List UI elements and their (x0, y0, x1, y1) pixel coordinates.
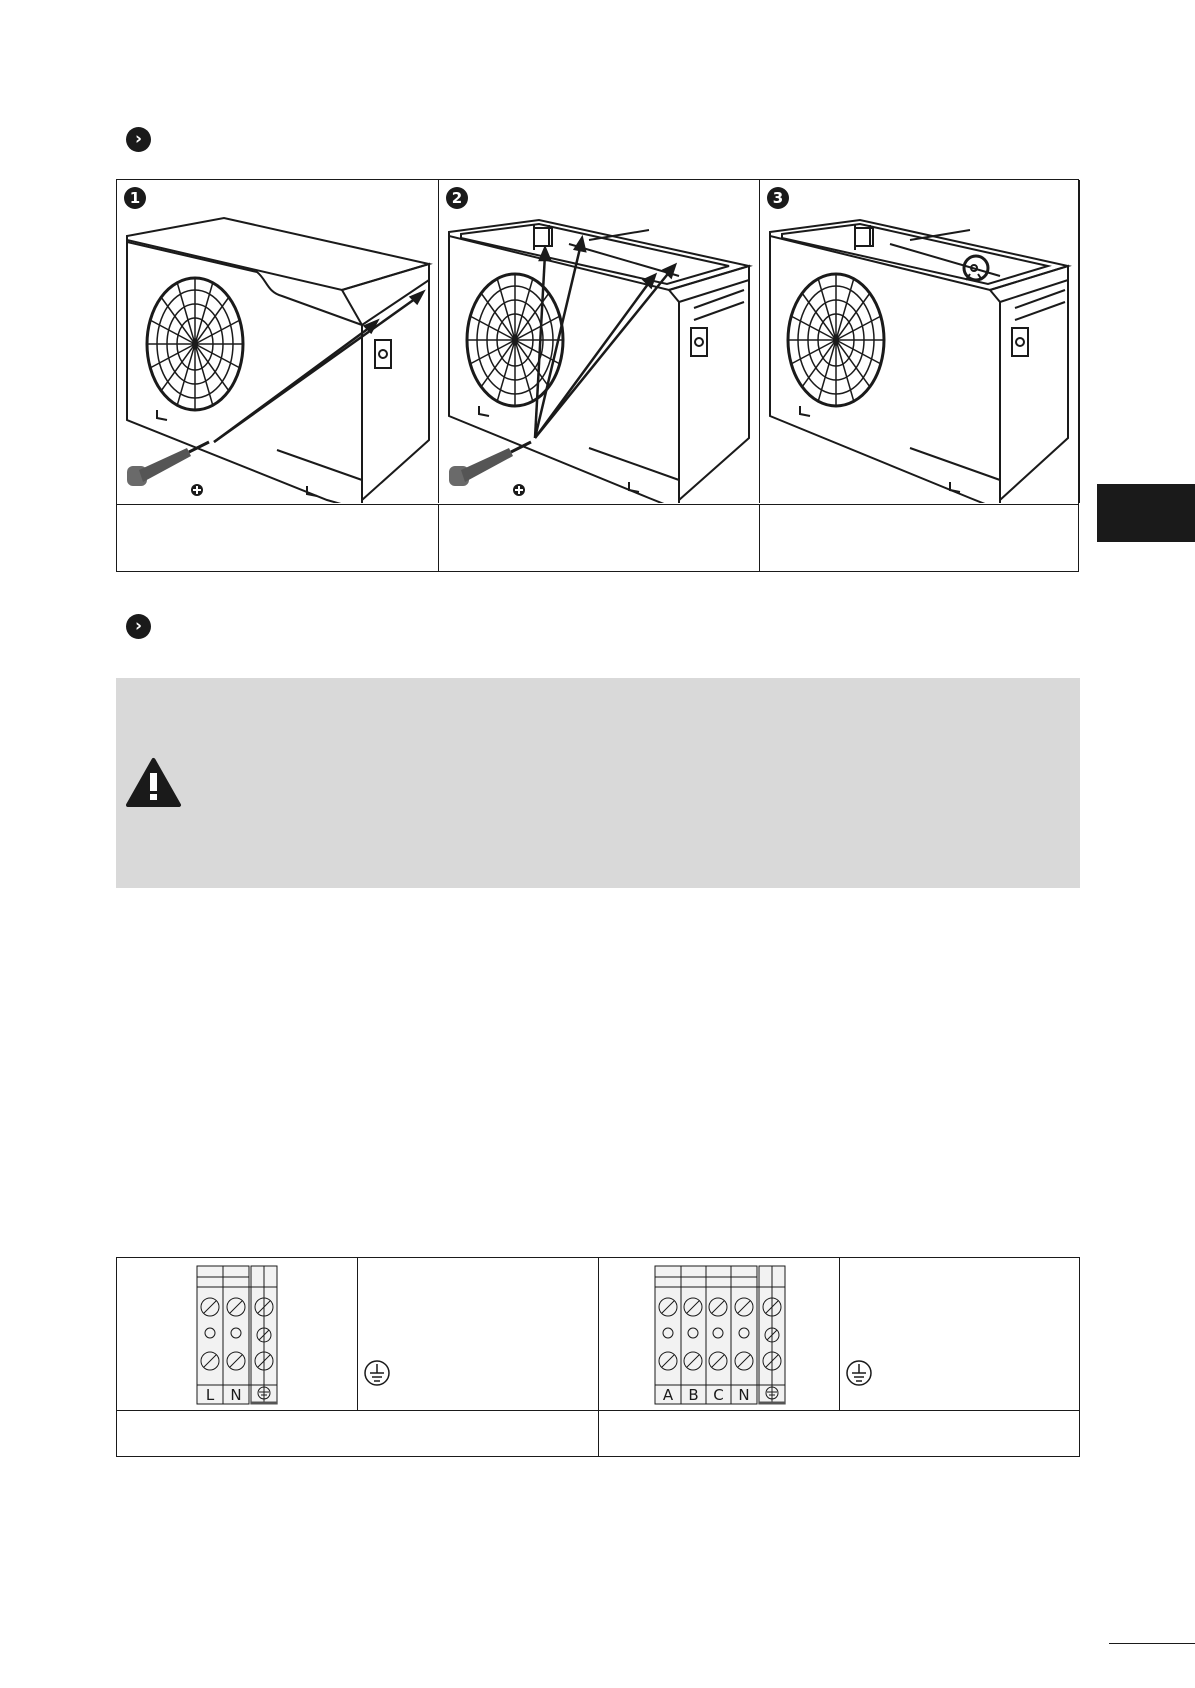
terminal-label-A: A (662, 1386, 674, 1404)
heat-pump-open-terminal-illustration (760, 180, 1078, 503)
step-2-caption (439, 505, 760, 571)
step-1-caption (117, 505, 439, 571)
step-1-panel (117, 180, 439, 503)
disassembly-steps-figure (116, 179, 1079, 572)
terminal-label-L: L (205, 1386, 215, 1404)
warning-triangle-icon (125, 757, 182, 809)
ground-icon (363, 1359, 391, 1387)
heat-pump-top-removed-illustration (439, 180, 759, 503)
terminal-label-B: B (688, 1386, 699, 1404)
step-number-badge: 3 (767, 187, 789, 209)
step-number-badge: 2 (446, 187, 468, 209)
ground-icon (845, 1359, 873, 1387)
single-phase-terminal-block (196, 1265, 278, 1405)
heat-pump-closed-illustration (117, 180, 438, 503)
wiring-terminal-table (116, 1257, 1080, 1457)
warning-box (116, 678, 1080, 888)
step-2-panel (439, 180, 760, 503)
chapter-tab (1097, 484, 1195, 542)
step-3-caption (760, 505, 1078, 571)
three-phase-terminal-block (654, 1265, 786, 1405)
step-number-badge: 1 (124, 187, 146, 209)
terminal-label-N: N (230, 1386, 242, 1404)
terminal-label-C: C (713, 1386, 724, 1404)
section-bullet-icon: › (126, 614, 151, 639)
terminal-label-N: N (738, 1386, 750, 1404)
step-3-panel (760, 180, 1080, 503)
section-bullet-icon: › (126, 127, 151, 152)
page-footer-rule (1109, 1643, 1195, 1644)
